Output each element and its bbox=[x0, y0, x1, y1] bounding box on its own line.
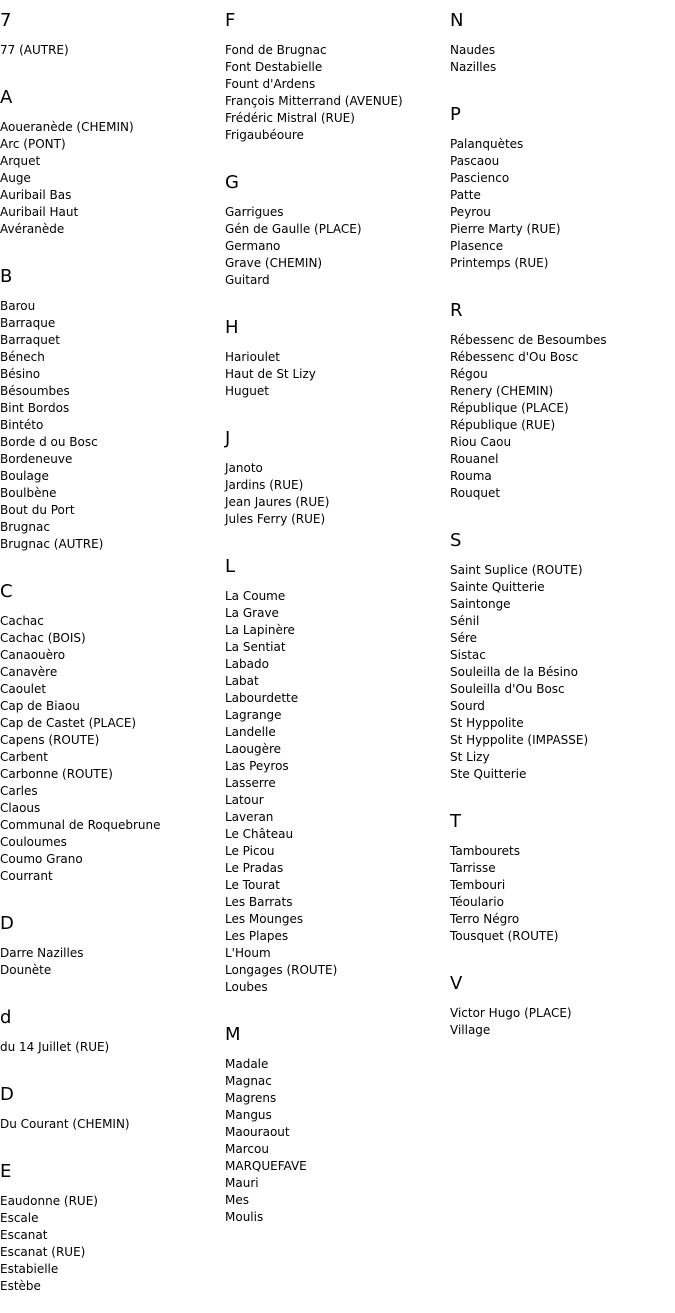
street-name: Haut de St Lizy bbox=[225, 367, 316, 381]
street-name: Victor Hugo (PLACE) bbox=[450, 1006, 572, 1020]
street-list bbox=[450, 332, 670, 502]
street-name: Brugnac bbox=[0, 520, 50, 534]
letter-section bbox=[225, 1014, 445, 1226]
letter-section bbox=[0, 77, 220, 238]
street-name: Saint Suplice (ROUTE) bbox=[450, 563, 583, 577]
street-name: du 14 Juillet (RUE) bbox=[0, 1040, 110, 1054]
street-name: Barou bbox=[0, 299, 36, 313]
street-name: Village bbox=[450, 1023, 491, 1037]
letter-section bbox=[0, 0, 220, 59]
street-list bbox=[0, 42, 220, 59]
street-name: Régou bbox=[450, 367, 488, 381]
street-name: Sainte Quitterie bbox=[450, 580, 545, 594]
letter-section bbox=[450, 801, 670, 945]
street-name: Estèbe bbox=[0, 1279, 41, 1293]
street-name: Rébessenc d'Ou Bosc bbox=[450, 350, 579, 364]
section-letter-heading: H bbox=[225, 317, 239, 338]
street-name: Coumo Grano bbox=[0, 852, 83, 866]
street-name: Escanat (RUE) bbox=[0, 1245, 86, 1259]
street-name: Moulis bbox=[225, 1210, 264, 1224]
street-name: Bésino bbox=[0, 367, 41, 381]
street-name: Frédéric Mistral (RUE) bbox=[225, 111, 355, 125]
letter-section bbox=[0, 903, 220, 979]
street-list bbox=[450, 843, 670, 945]
street-name: Latour bbox=[225, 793, 264, 807]
street-name: Marcou bbox=[225, 1142, 269, 1156]
letter-section bbox=[225, 162, 445, 289]
street-name: Auribail Bas bbox=[0, 188, 72, 202]
street-name: Estabielle bbox=[0, 1262, 59, 1276]
street-name: Labat bbox=[225, 674, 259, 688]
street-name: Saintonge bbox=[450, 597, 511, 611]
street-name: Cap de Biaou bbox=[0, 699, 80, 713]
street-name: Borde d ou Bosc bbox=[0, 435, 98, 449]
street-list bbox=[450, 42, 670, 76]
street-name: Rébessenc de Besoumbes bbox=[450, 333, 607, 347]
street-name: Janoto bbox=[225, 461, 263, 475]
letter-section bbox=[450, 520, 670, 783]
street-name: Bout du Port bbox=[0, 503, 75, 517]
street-name: Sourd bbox=[450, 699, 485, 713]
section-letter-heading: B bbox=[0, 266, 13, 287]
street-name: Naudes bbox=[450, 43, 496, 57]
street-name: Huguet bbox=[225, 384, 269, 398]
section-letter-heading: N bbox=[450, 10, 464, 31]
street-name: République (RUE) bbox=[450, 418, 556, 432]
street-name: Cachac bbox=[0, 614, 44, 628]
street-list bbox=[0, 945, 220, 979]
street-list bbox=[0, 613, 220, 885]
letter-section bbox=[0, 1074, 220, 1133]
street-name: 77 (AUTRE) bbox=[0, 43, 69, 57]
street-name: François Mitterrand (AVENUE) bbox=[225, 94, 403, 108]
street-name: Jules Ferry (RUE) bbox=[225, 512, 326, 526]
street-name: République (PLACE) bbox=[450, 401, 569, 415]
street-index-column bbox=[225, 0, 445, 1244]
street-name: Darre Nazilles bbox=[0, 946, 84, 960]
street-list bbox=[225, 42, 445, 144]
letter-section bbox=[0, 571, 220, 885]
street-name: Auge bbox=[0, 171, 31, 185]
street-name: Souleilla de la Bésino bbox=[450, 665, 578, 679]
section-letter-heading: D bbox=[0, 913, 14, 934]
street-name: Barraque bbox=[0, 316, 56, 330]
section-letter-heading: F bbox=[225, 10, 236, 31]
street-name: Printemps (RUE) bbox=[450, 256, 549, 270]
street-list bbox=[0, 298, 220, 553]
street-name: Aoueranède (CHEMIN) bbox=[0, 120, 134, 134]
street-name: Guitard bbox=[225, 273, 270, 287]
street-name: MARQUEFAVE bbox=[225, 1159, 307, 1173]
street-name: Canavère bbox=[0, 665, 58, 679]
street-name: Pascaou bbox=[450, 154, 500, 168]
street-name: Cap de Castet (PLACE) bbox=[0, 716, 137, 730]
street-name: Bintéto bbox=[0, 418, 44, 432]
section-letter-heading: A bbox=[0, 87, 13, 108]
street-name: Boulage bbox=[0, 469, 49, 483]
street-name: St Lizy bbox=[450, 750, 490, 764]
street-name: Les Plapes bbox=[225, 929, 289, 943]
section-letter-heading: S bbox=[450, 530, 462, 551]
street-name: Renery (CHEMIN) bbox=[450, 384, 554, 398]
street-name: La Lapinère bbox=[225, 623, 295, 637]
street-name: St Hyppolite bbox=[450, 716, 524, 730]
street-name: Rouquet bbox=[450, 486, 501, 500]
letter-section bbox=[450, 94, 670, 272]
street-name: Tembouri bbox=[450, 878, 506, 892]
section-letter-heading: G bbox=[225, 172, 239, 193]
street-name: Caoulet bbox=[0, 682, 47, 696]
street-name: Plasence bbox=[450, 239, 504, 253]
street-name: Eaudonne (RUE) bbox=[0, 1194, 98, 1208]
street-name: Tarrisse bbox=[450, 861, 496, 875]
street-name: Capens (ROUTE) bbox=[0, 733, 100, 747]
street-name: Jean Jaures (RUE) bbox=[225, 495, 330, 509]
street-name: Le Picou bbox=[225, 844, 275, 858]
letter-section bbox=[0, 1151, 220, 1295]
section-letter-heading: C bbox=[0, 581, 13, 602]
letter-section bbox=[225, 0, 445, 144]
street-name: Labourdette bbox=[225, 691, 299, 705]
street-name: Bénech bbox=[0, 350, 45, 364]
street-name: Couloumes bbox=[0, 835, 67, 849]
street-name: Peyrou bbox=[450, 205, 491, 219]
street-name: Nazilles bbox=[450, 60, 497, 74]
street-name: Maouraout bbox=[225, 1125, 290, 1139]
street-name: Loubes bbox=[225, 980, 268, 994]
section-letter-heading: P bbox=[450, 104, 461, 125]
street-name: Mauri bbox=[225, 1176, 259, 1190]
street-name: Sére bbox=[450, 631, 478, 645]
street-name: La Sentiat bbox=[225, 640, 286, 654]
street-name: Sénil bbox=[450, 614, 480, 628]
street-list bbox=[0, 1039, 220, 1056]
street-index-column bbox=[450, 0, 670, 1057]
street-name: Magnac bbox=[225, 1074, 272, 1088]
street-name: Arquet bbox=[0, 154, 41, 168]
street-name: Auribail Haut bbox=[0, 205, 79, 219]
street-name: Palanquètes bbox=[450, 137, 524, 151]
street-name: Longages (ROUTE) bbox=[225, 963, 338, 977]
street-name: Bésoumbes bbox=[0, 384, 70, 398]
street-list bbox=[225, 588, 445, 996]
street-name: Lasserre bbox=[225, 776, 276, 790]
street-name: St Hyppolite (IMPASSE) bbox=[450, 733, 589, 747]
street-name: Patte bbox=[450, 188, 481, 202]
street-list bbox=[450, 562, 670, 783]
street-name: Escanat bbox=[0, 1228, 48, 1242]
street-name: Les Mounges bbox=[225, 912, 304, 926]
street-name: Pierre Marty (RUE) bbox=[450, 222, 561, 236]
street-name: Les Barrats bbox=[225, 895, 293, 909]
street-name: Tambourets bbox=[450, 844, 520, 858]
street-name: Rouanel bbox=[450, 452, 499, 466]
letter-section bbox=[225, 307, 445, 400]
street-name: Carles bbox=[0, 784, 38, 798]
street-list bbox=[0, 1193, 220, 1295]
street-name: Grave (CHEMIN) bbox=[225, 256, 323, 270]
section-letter-heading: M bbox=[225, 1024, 241, 1045]
street-name: Carbent bbox=[0, 750, 48, 764]
street-name: Boulbène bbox=[0, 486, 57, 500]
street-name: Laveran bbox=[225, 810, 274, 824]
street-name: Ste Quitterie bbox=[450, 767, 527, 781]
street-name: Canaouèro bbox=[0, 648, 66, 662]
street-name: Jardins (RUE) bbox=[225, 478, 304, 492]
street-name: Escale bbox=[0, 1211, 39, 1225]
street-name: Téoulario bbox=[450, 895, 504, 909]
street-name: Fond de Brugnac bbox=[225, 43, 327, 57]
letter-section bbox=[450, 290, 670, 502]
street-name: La Coume bbox=[225, 589, 286, 603]
section-letter-heading: J bbox=[225, 428, 231, 449]
street-list bbox=[450, 136, 670, 272]
letter-section bbox=[450, 963, 670, 1039]
section-letter-heading: d bbox=[0, 1007, 12, 1028]
street-list bbox=[0, 119, 220, 238]
street-name: Avéranède bbox=[0, 222, 65, 236]
street-index-column bbox=[0, 0, 220, 1313]
street-name: Gén de Gaulle (PLACE) bbox=[225, 222, 362, 236]
letter-section bbox=[225, 546, 445, 996]
street-name: Dounète bbox=[0, 963, 52, 977]
street-name: Bordeneuve bbox=[0, 452, 73, 466]
street-name: Fount d'Ardens bbox=[225, 77, 316, 91]
letter-section bbox=[450, 0, 670, 76]
street-name: Font Destabielle bbox=[225, 60, 323, 74]
street-list bbox=[450, 1005, 670, 1039]
street-name: Du Courant (CHEMIN) bbox=[0, 1117, 130, 1131]
section-letter-heading: R bbox=[450, 300, 463, 321]
street-name: Arc (PONT) bbox=[0, 137, 66, 151]
section-letter-heading: 7 bbox=[0, 10, 12, 31]
street-name: Carbonne (ROUTE) bbox=[0, 767, 113, 781]
street-name: Bint Bordos bbox=[0, 401, 70, 415]
street-name: Landelle bbox=[225, 725, 276, 739]
street-name: Cachac (BOIS) bbox=[0, 631, 86, 645]
street-name: Sistac bbox=[450, 648, 486, 662]
street-name: Frigaubéoure bbox=[225, 128, 304, 142]
street-list bbox=[225, 204, 445, 289]
street-name: Courrant bbox=[0, 869, 53, 883]
street-name: Mangus bbox=[225, 1108, 272, 1122]
street-list bbox=[0, 1116, 220, 1133]
section-letter-heading: D bbox=[0, 1084, 14, 1105]
street-name: Brugnac (AUTRE) bbox=[0, 537, 104, 551]
street-name: Las Peyros bbox=[225, 759, 289, 773]
street-name: Le Pradas bbox=[225, 861, 284, 875]
street-name: La Grave bbox=[225, 606, 279, 620]
street-name: Labado bbox=[225, 657, 269, 671]
letter-section bbox=[225, 418, 445, 528]
street-name: Rouma bbox=[450, 469, 492, 483]
street-name: Souleilla d'Ou Bosc bbox=[450, 682, 565, 696]
letter-section bbox=[0, 256, 220, 553]
street-name: Lagrange bbox=[225, 708, 282, 722]
section-letter-heading: E bbox=[0, 1161, 12, 1182]
section-letter-heading: V bbox=[450, 973, 463, 994]
section-letter-heading: T bbox=[450, 811, 461, 832]
street-list bbox=[225, 1056, 445, 1226]
street-name: Harioulet bbox=[225, 350, 281, 364]
section-letter-heading: L bbox=[225, 556, 236, 577]
street-name: Riou Caou bbox=[450, 435, 512, 449]
street-name: Garrigues bbox=[225, 205, 284, 219]
street-name: Le Château bbox=[225, 827, 294, 841]
street-name: Tousquet (ROUTE) bbox=[450, 929, 559, 943]
street-list bbox=[225, 349, 445, 400]
street-name: Le Tourat bbox=[225, 878, 280, 892]
street-name: Laougère bbox=[225, 742, 282, 756]
street-name: Madale bbox=[225, 1057, 269, 1071]
street-name: Magrens bbox=[225, 1091, 277, 1105]
street-name: Pascienco bbox=[450, 171, 510, 185]
street-name: Mes bbox=[225, 1193, 249, 1207]
street-name: Barraquet bbox=[0, 333, 60, 347]
street-name: Communal de Roquebrune bbox=[0, 818, 161, 832]
letter-section bbox=[0, 997, 220, 1056]
street-name: Germano bbox=[225, 239, 281, 253]
street-list bbox=[225, 460, 445, 528]
street-name: Terro Négro bbox=[450, 912, 520, 926]
street-name: Claous bbox=[0, 801, 41, 815]
street-name: L'Houm bbox=[225, 946, 271, 960]
